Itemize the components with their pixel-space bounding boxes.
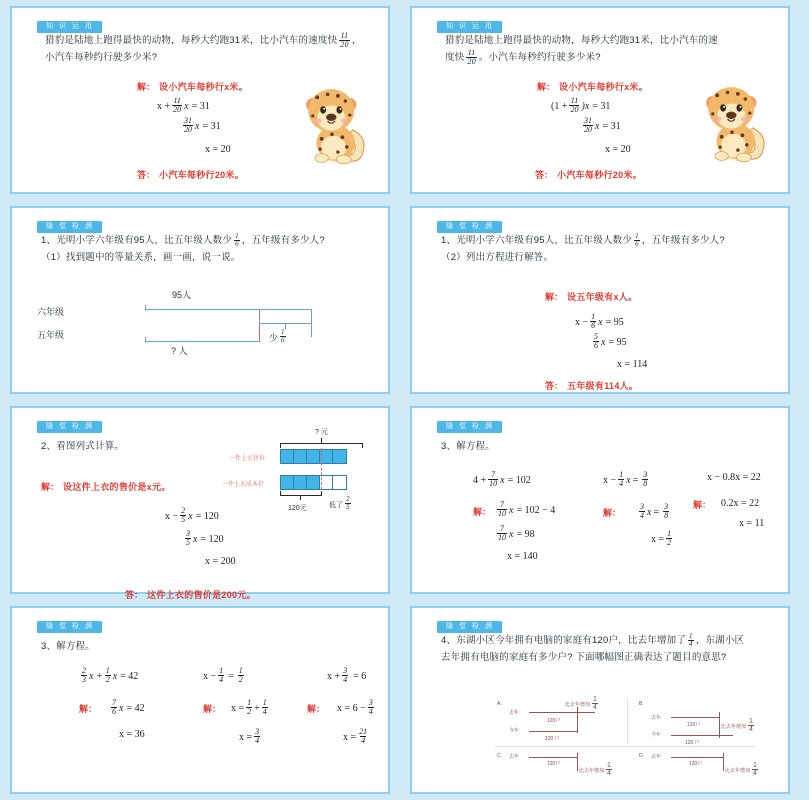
solution-setup: 设这件上衣的售价是x元。	[63, 482, 171, 492]
slide-7[interactable]	[0, 600, 400, 800]
solution-final: x = $\frac{3}{4}$	[239, 727, 260, 745]
equation-statement: x + $\frac{3}{4}$ = 6	[327, 666, 367, 684]
question-number: 4、	[441, 635, 457, 646]
chart-tick	[280, 491, 281, 496]
equation-statement: x − $\frac{1}{4}$ = $\frac{1}{2}$	[203, 666, 243, 684]
option-c-note: 比去年增加 $\frac{1}{4}$	[579, 762, 611, 777]
solution-label: 解：	[603, 508, 622, 518]
equation-step: (1 + $\frac{11}{20}$ )x = 31	[551, 96, 611, 114]
equation-step: x + $\frac{11}{20}$ x = 31	[157, 96, 210, 114]
option-a-bar1	[529, 712, 595, 713]
option-a-row2-label: 今年	[509, 728, 520, 734]
question-text-7	[41, 639, 95, 656]
question-number: 3、	[41, 641, 57, 652]
option-d-note: 比去年增加 $\frac{1}{4}$	[725, 762, 757, 777]
question-text-2	[445, 33, 795, 67]
slide-6-card	[410, 406, 790, 594]
badge-test-6	[437, 415, 502, 433]
solution-block-2	[537, 80, 648, 93]
option-d-bar1	[671, 757, 723, 758]
question-line-1: 东湖小区今年拥有电脑的家庭有120户，比去年增加了	[456, 635, 687, 646]
bar-diagram-3	[17, 213, 383, 387]
slide-2-card	[410, 6, 790, 194]
equation-statement: x − 0.8x = 22	[707, 472, 761, 483]
option-b-note: 比去年增加 $\frac{1}{4}$	[721, 718, 753, 733]
equation-final: x = 200	[205, 556, 236, 567]
option-a-note-fraction: $\frac{1}{4}$	[593, 696, 597, 711]
option-d-note-fraction: $\frac{1}{4}$	[753, 762, 757, 777]
chart-row2-label: 一件上衣成本价	[222, 482, 265, 488]
slide-4-card	[410, 206, 790, 394]
option-c-key: C.	[497, 753, 502, 759]
equation-statement: x − $\frac{1}{4}$ x = $\frac{3}{8}$	[603, 470, 648, 488]
question-line-1-tail: ，	[351, 35, 362, 47]
option-c-bar1	[529, 757, 577, 758]
option-c-divider	[577, 753, 578, 771]
slide-7-card	[10, 606, 390, 794]
step-fraction: $\frac{3}{5}$	[186, 529, 190, 547]
question-line-2: （2）列出方程进行解答。	[441, 251, 554, 263]
equation-steps-5	[165, 505, 236, 570]
badge-knowledge-2	[437, 15, 502, 33]
slide-8-card	[410, 606, 790, 794]
chart-cell	[333, 450, 346, 463]
chart-right-label: 低了 $\frac{2}{5}$	[329, 495, 350, 511]
answer-block-2	[535, 168, 642, 181]
badge-label: 知 识 运 用	[437, 21, 502, 33]
equation-step: x − $\frac{2}{5}$ x = 120	[165, 506, 219, 524]
question-line-1: 光明小学六年级有95人，比五年级人数少	[56, 235, 233, 246]
chart-tick	[362, 443, 363, 448]
question-text-5	[41, 439, 124, 456]
option-a-key: A.	[497, 701, 502, 707]
cheetah-illustration	[295, 75, 369, 167]
question-line-1: 解方程。	[456, 441, 495, 452]
badge-label: 知 识 运 用	[37, 21, 102, 33]
solution-label: 解：	[473, 507, 492, 517]
equation-steps-4	[575, 311, 647, 373]
slide-4[interactable]	[400, 200, 800, 400]
option-b-bottom-label: 120 户	[685, 740, 700, 746]
equation-column-3	[307, 665, 376, 749]
badge-label: 随 堂 检 测	[37, 421, 102, 433]
chart-cell	[294, 476, 307, 489]
question-line-2: （1）找到题中的等量关系，画一画，说一说。	[41, 251, 241, 263]
option-a-note: 比去年增加 $\frac{1}{4}$	[565, 696, 597, 711]
chart-tick	[321, 491, 322, 496]
slide-1-card	[10, 6, 390, 194]
solution-label: 解：	[545, 292, 564, 302]
step-fraction: $\frac{5}{6}$	[594, 332, 598, 350]
option-column-divider	[627, 699, 628, 743]
line-fraction-2: $\frac{1}{4}$	[262, 698, 267, 716]
question-fraction: $\frac{11}{20}$	[467, 47, 476, 66]
chart-row1-label: 一件上衣售价	[229, 456, 266, 462]
slide-6[interactable]	[400, 400, 800, 600]
cheetah-illustration	[695, 73, 769, 165]
slide-5-card	[10, 406, 390, 600]
solution-label: 解：	[137, 82, 156, 92]
badge-test-7	[37, 615, 102, 633]
chart-tick	[280, 443, 281, 448]
badge-label: 随 堂 检 测	[437, 421, 502, 433]
option-a-bottom-label: 120 户	[545, 736, 560, 742]
question-line-2: 去年拥有电脑的家庭有多少户? 下面哪幅图正确表达了题目的意思?	[441, 651, 727, 663]
chart-row2-cells	[280, 475, 347, 490]
solution-line: x = 6 − $\frac{3}{4}$	[337, 698, 373, 716]
bar-row2	[145, 341, 259, 342]
chart-top-label: ? 元	[315, 429, 328, 436]
option-a-mid-label: 120户	[547, 718, 561, 724]
diagram-row1-label: 六年级	[37, 307, 65, 317]
equation-final: x = 20	[605, 144, 631, 155]
answer-block-4	[545, 379, 638, 392]
chart-cell	[307, 450, 320, 463]
chart-tick	[321, 438, 322, 443]
slide-8[interactable]	[400, 600, 800, 800]
option-section-divider	[495, 746, 755, 747]
option-d-divider	[723, 753, 724, 771]
chart-dashed-divider	[321, 448, 322, 490]
solution-final: x = 140	[507, 551, 538, 562]
solution-line: x = $\frac{1}{2}$ + $\frac{1}{4}$	[231, 698, 267, 716]
option-d-mid-label: 120户	[689, 761, 703, 767]
slide-1[interactable]	[0, 0, 400, 200]
equation-fraction: $\frac{2}{3}$	[82, 666, 86, 684]
equation-fraction: $\frac{1}{4}$	[619, 470, 624, 488]
question-line-1-tail: ，五年级有多少人?	[241, 235, 325, 246]
answer-text: 五年级有114人。	[567, 381, 639, 391]
option-d-row1-label: 去年	[651, 754, 662, 760]
answer-label: 答：	[125, 590, 144, 600]
equation-final: x = 20	[205, 144, 231, 155]
equation-rhs-fraction: $\frac{1}{2}$	[238, 666, 243, 684]
bar-tick	[311, 309, 312, 337]
brace-tick	[259, 319, 260, 324]
question-line-1: 解方程。	[56, 641, 95, 652]
equation-step: $\frac{31}{20}$ x = 31	[184, 116, 221, 134]
solution-block-5	[41, 480, 171, 493]
chart-cell	[294, 450, 307, 463]
answer-text: 小汽车每秒行20米。	[557, 170, 643, 180]
equation-column-2	[203, 665, 270, 749]
solution-label: 解：	[41, 482, 60, 492]
question-fraction: $\frac{1}{4}$	[689, 631, 693, 648]
solution-line: $\frac{7}{10}$ x = 102 − 4	[498, 500, 556, 518]
step-fraction: $\frac{11}{20}$	[570, 96, 579, 114]
badge-label: 随 堂 检 测	[37, 221, 102, 233]
diagram-row2-label: 五年级	[37, 330, 65, 340]
option-b-bar2	[671, 735, 733, 736]
solution-label: 解：	[307, 704, 326, 714]
solution-line: $\frac{7}{10}$ x = 98	[498, 524, 535, 542]
badge-test-5	[37, 415, 102, 433]
solution-setup: 设五年级有x人。	[567, 292, 638, 302]
option-diagrams-8	[417, 613, 783, 787]
chart-tick	[300, 495, 301, 500]
step-fraction: $\frac{2}{5}$	[181, 506, 186, 524]
question-number: 3、	[441, 441, 457, 452]
final-fraction: $\frac{1}{2}$	[667, 529, 672, 547]
solution-line: 0.2x = 22	[721, 498, 760, 509]
equation-step: $\frac{3}{5}$ x = 120	[186, 529, 224, 547]
equation-column-2	[603, 469, 674, 551]
answer-block-1	[137, 168, 244, 181]
equation-rhs-fraction: $\frac{3}{8}$	[643, 470, 648, 488]
question-number: 2、	[41, 441, 57, 452]
question-line-2: 小汽车每秒约行驶多少米?	[45, 52, 158, 63]
equation-steps-2	[551, 95, 631, 158]
question-line-1: 看图列式计算。	[56, 441, 125, 452]
answer-label: 答：	[535, 170, 554, 180]
solution-line: $\frac{3}{4}$ x = $\frac{3}{8}$	[640, 502, 669, 520]
equation-statement: $\frac{2}{3}$ x + $\frac{1}{2}$ x = 42	[82, 666, 139, 684]
line-fraction: $\frac{1}{2}$	[247, 698, 252, 716]
badge-label: 随 堂 检 测	[437, 221, 502, 233]
slide-2[interactable]	[400, 0, 800, 200]
diagram-brace-label: 少 $\frac{1}{6}$	[269, 328, 285, 344]
equation-steps-1	[157, 95, 231, 158]
chart-cell	[281, 450, 294, 463]
question-line-2-head: 度快	[445, 51, 465, 63]
solution-label: 解：	[693, 500, 712, 510]
equation-fraction: $\frac{7}{10}$	[489, 470, 498, 488]
chart-cell	[333, 476, 346, 489]
solution-final: x = $\frac{1}{2}$	[651, 529, 672, 547]
line-fraction: $\frac{3}{4}$	[640, 502, 645, 520]
option-b-divider	[719, 712, 720, 738]
equation-column-3	[693, 469, 764, 532]
line-fraction: $\frac{3}{4}$	[368, 698, 373, 716]
equation-fraction: $\frac{1}{4}$	[219, 666, 224, 684]
diagram-top-label: 95人	[172, 290, 192, 300]
equation-final: x = 114	[617, 359, 648, 370]
diagram-bottom-label: ? 人	[171, 346, 188, 356]
chart-bottom-label: 120元	[288, 505, 307, 512]
solution-label: 解：	[79, 704, 98, 714]
answer-label: 答：	[545, 381, 564, 391]
step-fraction: $\frac{31}{20}$	[584, 116, 592, 134]
solution-block-4	[545, 290, 637, 303]
solution-final: x = 36	[119, 729, 145, 740]
question-fraction: $\frac{1}{6}$	[635, 231, 639, 248]
option-d-key: D.	[639, 753, 644, 759]
option-b-row1-label: 去年	[651, 715, 662, 721]
badge-knowledge-1	[37, 15, 102, 33]
slide-5[interactable]	[0, 400, 400, 600]
question-line-1-tail: ，五年级有多少人?	[641, 235, 725, 246]
equation-column-1	[79, 665, 145, 743]
option-b-note-fraction: $\frac{1}{4}$	[749, 718, 753, 733]
solution-final: x = $\frac{21}{4}$	[343, 727, 368, 745]
final-fraction: $\frac{21}{4}$	[359, 727, 368, 745]
solution-block-1	[137, 77, 248, 96]
line-fraction: $\frac{7}{6}$	[112, 698, 117, 716]
question-line-1-tail: ，东湖小区	[695, 635, 745, 646]
bar-divider	[259, 309, 260, 342]
step-fraction: $\frac{11}{20}$	[173, 96, 182, 114]
badge-label: 随 堂 检 测	[37, 621, 102, 633]
option-b-row2-label: 今年	[651, 732, 662, 738]
solution-line: $\frac{7}{6}$ x = 42	[112, 698, 145, 716]
equation-step: $\frac{31}{20}$ x = 31	[584, 116, 621, 134]
answer-text: 小汽车每秒行20米。	[159, 170, 245, 180]
bar-row1	[145, 309, 259, 310]
equation-fraction: $\frac{3}{4}$	[343, 666, 348, 684]
option-a-bar2	[529, 731, 577, 732]
question-number: 1、	[41, 235, 57, 246]
chart-right-fraction: $\frac{2}{5}$	[346, 495, 350, 511]
option-a-row1-label: 去年	[509, 710, 520, 716]
brace-fraction: $\frac{1}{6}$	[281, 328, 285, 344]
option-c-note-fraction: $\frac{1}{4}$	[607, 762, 611, 777]
chart-brace	[280, 443, 362, 444]
step-fraction: $\frac{31}{20}$	[184, 116, 192, 134]
bar-tick	[145, 337, 146, 343]
equation-statement: 4 + $\frac{7}{10}$ x = 102	[473, 470, 531, 488]
equation-step: x − $\frac{1}{6}$ x = 95	[575, 312, 624, 330]
question-text-4	[441, 233, 801, 266]
line-fraction: $\frac{7}{10}$	[498, 500, 507, 518]
question-line-1: 猎豹是陆地上跑得最快的动物，每秒大约跑31米，比小汽车的速	[445, 35, 718, 46]
question-text-1	[45, 33, 395, 67]
bar-extension	[259, 309, 311, 310]
question-fraction: $\frac{1}{6}$	[235, 231, 239, 248]
step-fraction: $\frac{1}{6}$	[591, 312, 596, 330]
badge-test-4	[437, 215, 502, 233]
option-b-mid-label: 120户	[687, 722, 701, 728]
option-b-bar1	[671, 717, 719, 718]
question-line-1: 光明小学六年级有95人，比五年级人数少	[456, 235, 633, 246]
option-c-row1-label: 去年	[509, 754, 520, 760]
question-text-6	[441, 439, 495, 456]
chart-row1-cells	[280, 449, 347, 464]
slide-3-card	[10, 206, 390, 394]
equation-step: $\frac{5}{6}$ x = 95	[594, 332, 627, 350]
badge-label: 随 堂 检 测	[437, 621, 502, 633]
chart-cell	[307, 476, 320, 489]
bar-tick	[145, 305, 146, 311]
equation-column-1	[473, 469, 555, 565]
option-b-key: B.	[639, 701, 644, 707]
solution-setup: 设小汽车每秒行x米。	[159, 82, 249, 92]
final-fraction: $\frac{3}{4}$	[255, 727, 260, 745]
option-c-mid-label: 120户	[547, 761, 561, 767]
slide-3[interactable]	[0, 200, 400, 400]
line-fraction: $\frac{7}{10}$	[498, 524, 507, 542]
question-line-2-tail: 。小汽车每秒约行驶多少米?	[478, 51, 601, 63]
line-rhs-fraction: $\frac{3}{8}$	[664, 502, 669, 520]
solution-label: 解：	[203, 704, 222, 714]
chart-cell	[281, 476, 294, 489]
solution-label: 解：	[537, 82, 556, 92]
question-line-1: 猎豹是陆地上跑得最快的动物，每秒大约跑31米，比小汽车的速度快	[45, 35, 338, 47]
solution-setup: 设小汽车每秒行x米。	[559, 82, 649, 92]
question-fraction: $\frac{11}{20}$	[340, 31, 349, 49]
answer-text: 这件上衣的售价是200元。	[147, 590, 256, 600]
solution-final: x = 11	[739, 518, 765, 529]
question-number: 1、	[441, 235, 457, 246]
answer-label: 答：	[137, 170, 156, 180]
equation-fraction-2: $\frac{1}{2}$	[105, 666, 110, 684]
